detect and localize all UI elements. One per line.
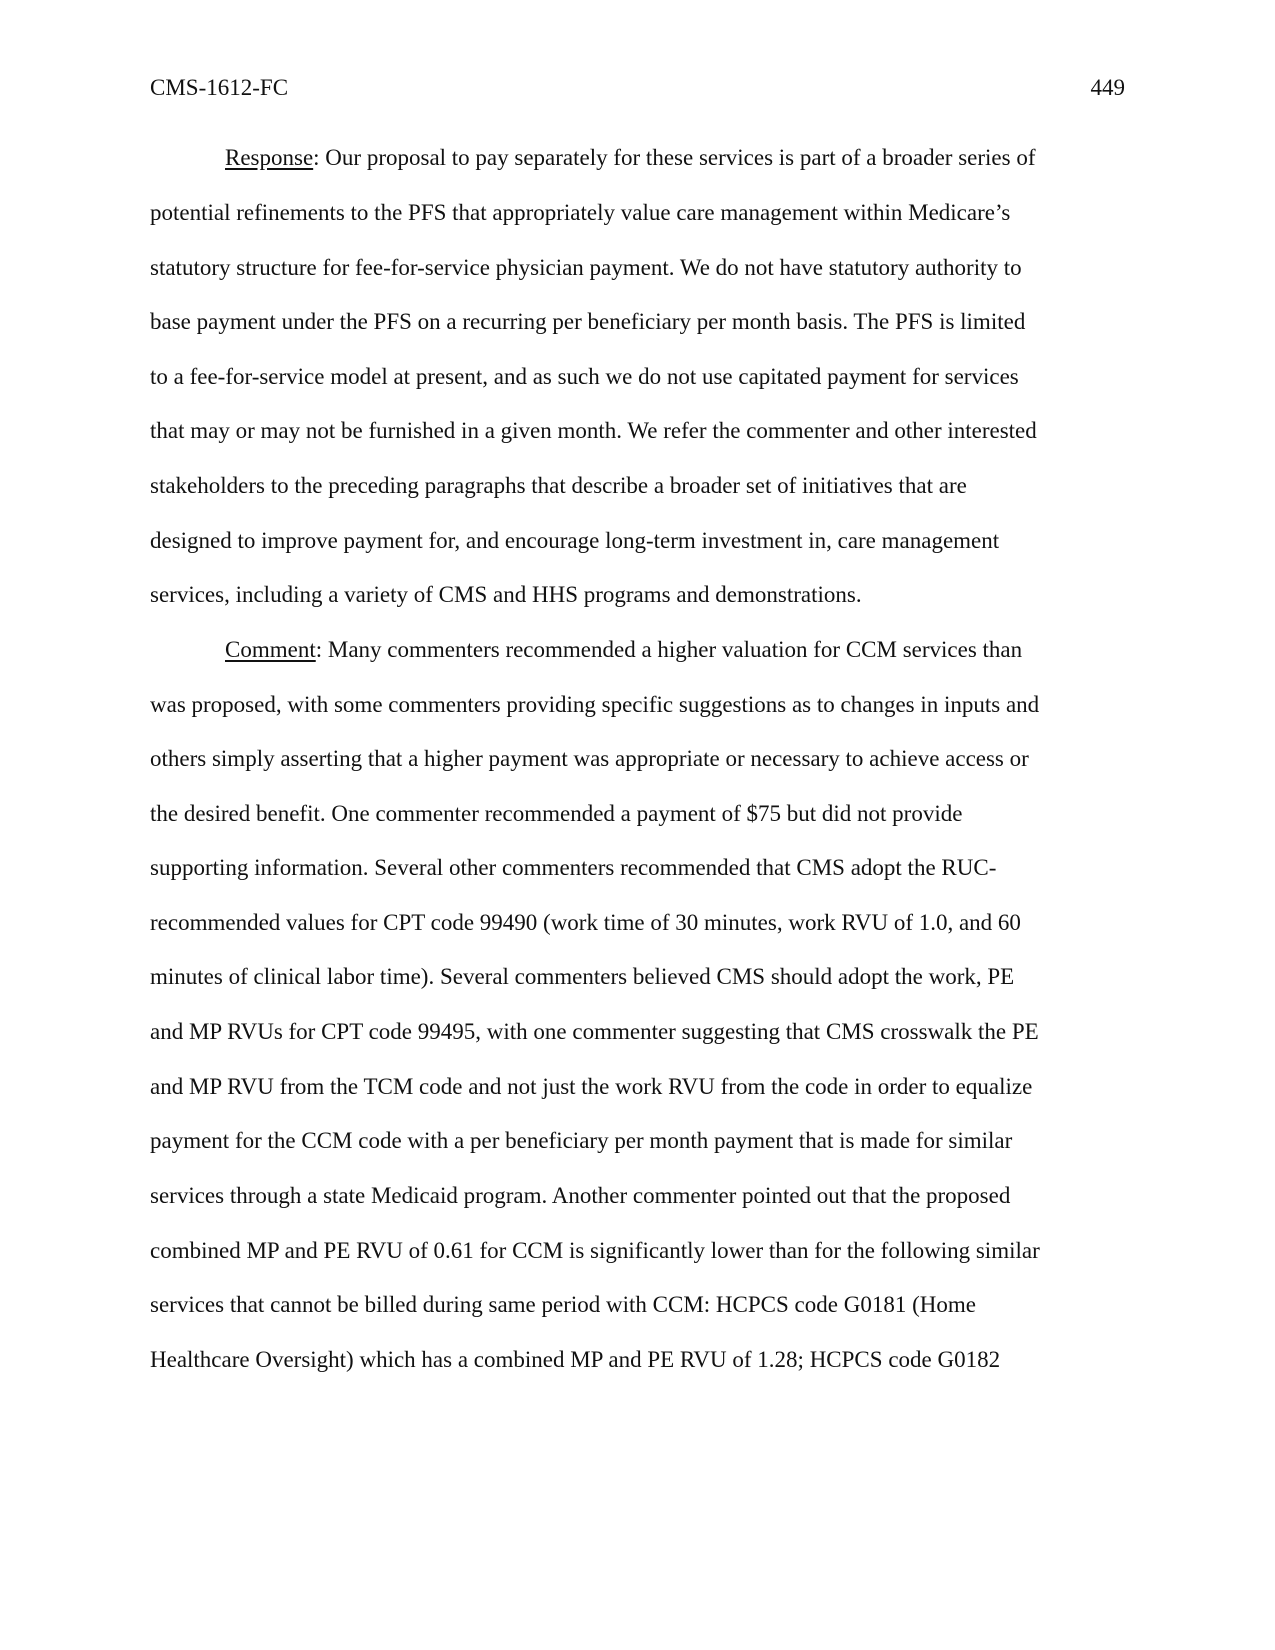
comment-line: and MP RVUs for CPT code 99495, with one commenter suggesting that CMS crosswalk the PE	[150, 1019, 1039, 1044]
comment-line: recommended values for CPT code 99490 (work time of 30 minutes, work RVU of 1.0, and 60	[150, 910, 1021, 935]
comment-line: others simply asserting that a higher payment was appropriate or necessary to achieve access or	[150, 746, 1029, 771]
response-first-line-text: : Our proposal to pay separately for these services is part of a broader series of	[313, 145, 1036, 170]
page-number: 449	[1090, 75, 1125, 100]
response-line: base payment under the PFS on a recurring per beneficiary per month basis. The PFS is limited	[150, 309, 1026, 334]
response-line: statutory structure for fee-for-service physician payment. We do not have statutory authority to	[150, 255, 1022, 280]
comment-line: minutes of clinical labor time). Several commenters believed CMS should adopt the work, PE	[150, 964, 1015, 989]
comment-line: services through a state Medicaid program. Another commenter pointed out that the proposed	[150, 1183, 1011, 1208]
response-line: to a fee-for-service model at present, and as such we do not use capitated payment for services	[150, 364, 1019, 389]
comment-line: services that cannot be billed during same period with CCM: HCPCS code G0181 (Home	[150, 1292, 976, 1317]
response-line: services, including a variety of CMS and HHS programs and demonstrations.	[150, 582, 862, 607]
response-first-line	[225, 143, 1036, 173]
comment-line: combined MP and PE RVU of 0.61 for CCM is significantly lower than for the following similar	[150, 1238, 1040, 1263]
document-id: CMS-1612-FC	[150, 75, 289, 100]
comment-line: was proposed, with some commenters providing specific suggestions as to changes in inputs and	[150, 692, 1040, 717]
response-line: designed to improve payment for, and encourage long-term investment in, care management	[150, 528, 1000, 553]
response-label: Response	[225, 145, 314, 170]
comment-line: the desired benefit. One commenter recommended a payment of $75 but did not provide	[150, 801, 963, 826]
response-line: stakeholders to the preceding paragraphs that describe a broader set of initiatives that are	[150, 473, 967, 498]
response-line: that may or may not be furnished in a given month. We refer the commenter and other interested	[150, 418, 1037, 443]
comment-line: supporting information. Several other commenters recommended that CMS adopt the RUC-	[150, 855, 997, 880]
comment-label: Comment	[225, 637, 316, 662]
comment-line: and MP RVU from the TCM code and not just the work RVU from the code in order to equalize	[150, 1074, 1033, 1099]
comment-line: Healthcare Oversight) which has a combined MP and PE RVU of 1.28; HCPCS code G0182	[150, 1347, 1001, 1372]
comment-first-line	[225, 635, 1022, 665]
comment-line: payment for the CCM code with a per beneficiary per month payment that is made for similar	[150, 1128, 1013, 1153]
comment-first-line-text: : Many commenters recommended a higher valuation for CCM services than	[315, 637, 1023, 662]
response-line: potential refinements to the PFS that appropriately value care management within Medicare’s	[150, 200, 1011, 225]
